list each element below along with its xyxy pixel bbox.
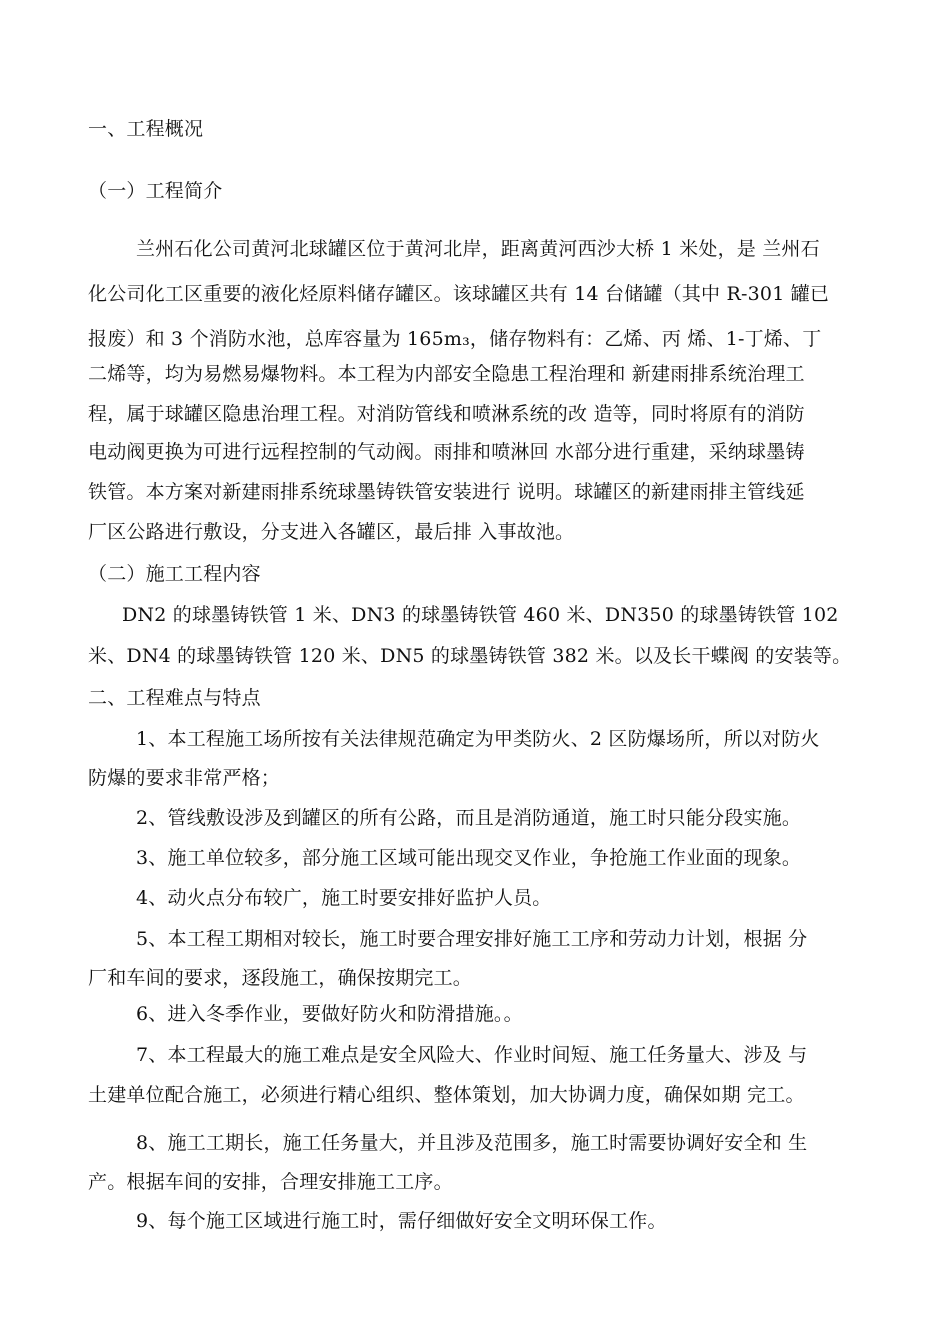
section1-sub1-title: （一）工程简介 [88, 180, 223, 202]
section1-title: 一、工程概况 [88, 118, 204, 140]
point-line: 8、施工工期长，施工任务量大，并且涉及范围多，施工时需要协调好安全和 生 [136, 1132, 808, 1154]
intro-line: 兰州石化公司黄河北球罐区位于黄河北岸，距离黄河西沙大桥 1 米处，是 兰州石 [136, 238, 820, 260]
intro-line: 报废）和 3 个消防水池，总库容量为 165m₃，储存物料有：乙烯、丙 烯、1-丁烯、丁 [88, 328, 822, 350]
point-line: 5、本工程工期相对较长，施工时要合理安排好施工工序和劳动力计划，根据 分 [136, 928, 808, 950]
intro-line: 化公司化工区重要的液化烃原料储存罐区。该球罐区共有 14 台储罐（其中 R-301 罐已 [88, 283, 830, 305]
intro-line: 二烯等，均为易燃易爆物料。本工程为内部安全隐患工程治理和 新建雨排系统治理工 [88, 363, 805, 385]
point-line: 9、每个施工区域进行施工时，需仔细做好安全文明环保工作。 [136, 1210, 667, 1232]
point-line: 防爆的要求非常严格； [88, 767, 281, 789]
point-line: 3、施工单位较多，部分施工区域可能出现交叉作业，争抢施工作业面的现象。 [136, 847, 802, 869]
section2-title: 二、工程难点与特点 [88, 687, 261, 709]
content-line: DN2 的球墨铸铁管 1 米、DN3 的球墨铸铁管 460 米、DN350 的球墨铸铁管 102 [122, 604, 839, 626]
intro-line: 铁管。本方案对新建雨排系统球墨铸铁管安装进行 说明。球罐区的新建雨排主管线延 [88, 481, 805, 503]
point-line: 厂和车间的要求，逐段施工，确保按期完工。 [88, 967, 473, 989]
intro-line: 电动阀更换为可进行远程控制的气动阀。雨排和喷淋回 水部分进行重建，采纳球墨铸 [88, 441, 805, 463]
point-line: 1、本工程施工场所按有关法律规范确定为甲类防火、2 区防爆场所，所以对防火 [136, 728, 820, 750]
point-line: 4、动火点分布较广，施工时要安排好监护人员。 [136, 887, 552, 909]
intro-line: 厂区公路进行敷设，分支进入各罐区，最后排 入事故池。 [88, 521, 575, 543]
point-line: 土建单位配合施工，必须进行精心组织、整体策划，加大协调力度，确保如期 完工。 [88, 1084, 805, 1106]
point-line: 7、本工程最大的施工难点是安全风险大、作业时间短、施工任务量大、涉及 与 [136, 1044, 808, 1066]
point-line: 2、管线敷设涉及到罐区的所有公路，而且是消防通道，施工时只能分段实施。 [136, 807, 802, 829]
point-line: 6、进入冬季作业，要做好防火和防滑措施。。 [136, 1003, 523, 1025]
section1-sub2-title: （二）施工工程内容 [88, 563, 261, 585]
content-line: 米、DN4 的球墨铸铁管 120 米、DN5 的球墨铸铁管 382 米。以及长干蝶阀 的安装等。 [88, 645, 852, 667]
intro-line: 程，属于球罐区隐患治理工程。对消防管线和喷淋系统的改 造等，同时将原有的消防 [88, 403, 805, 425]
point-line: 产。根据车间的安排，合理安排施工工序。 [88, 1171, 453, 1193]
